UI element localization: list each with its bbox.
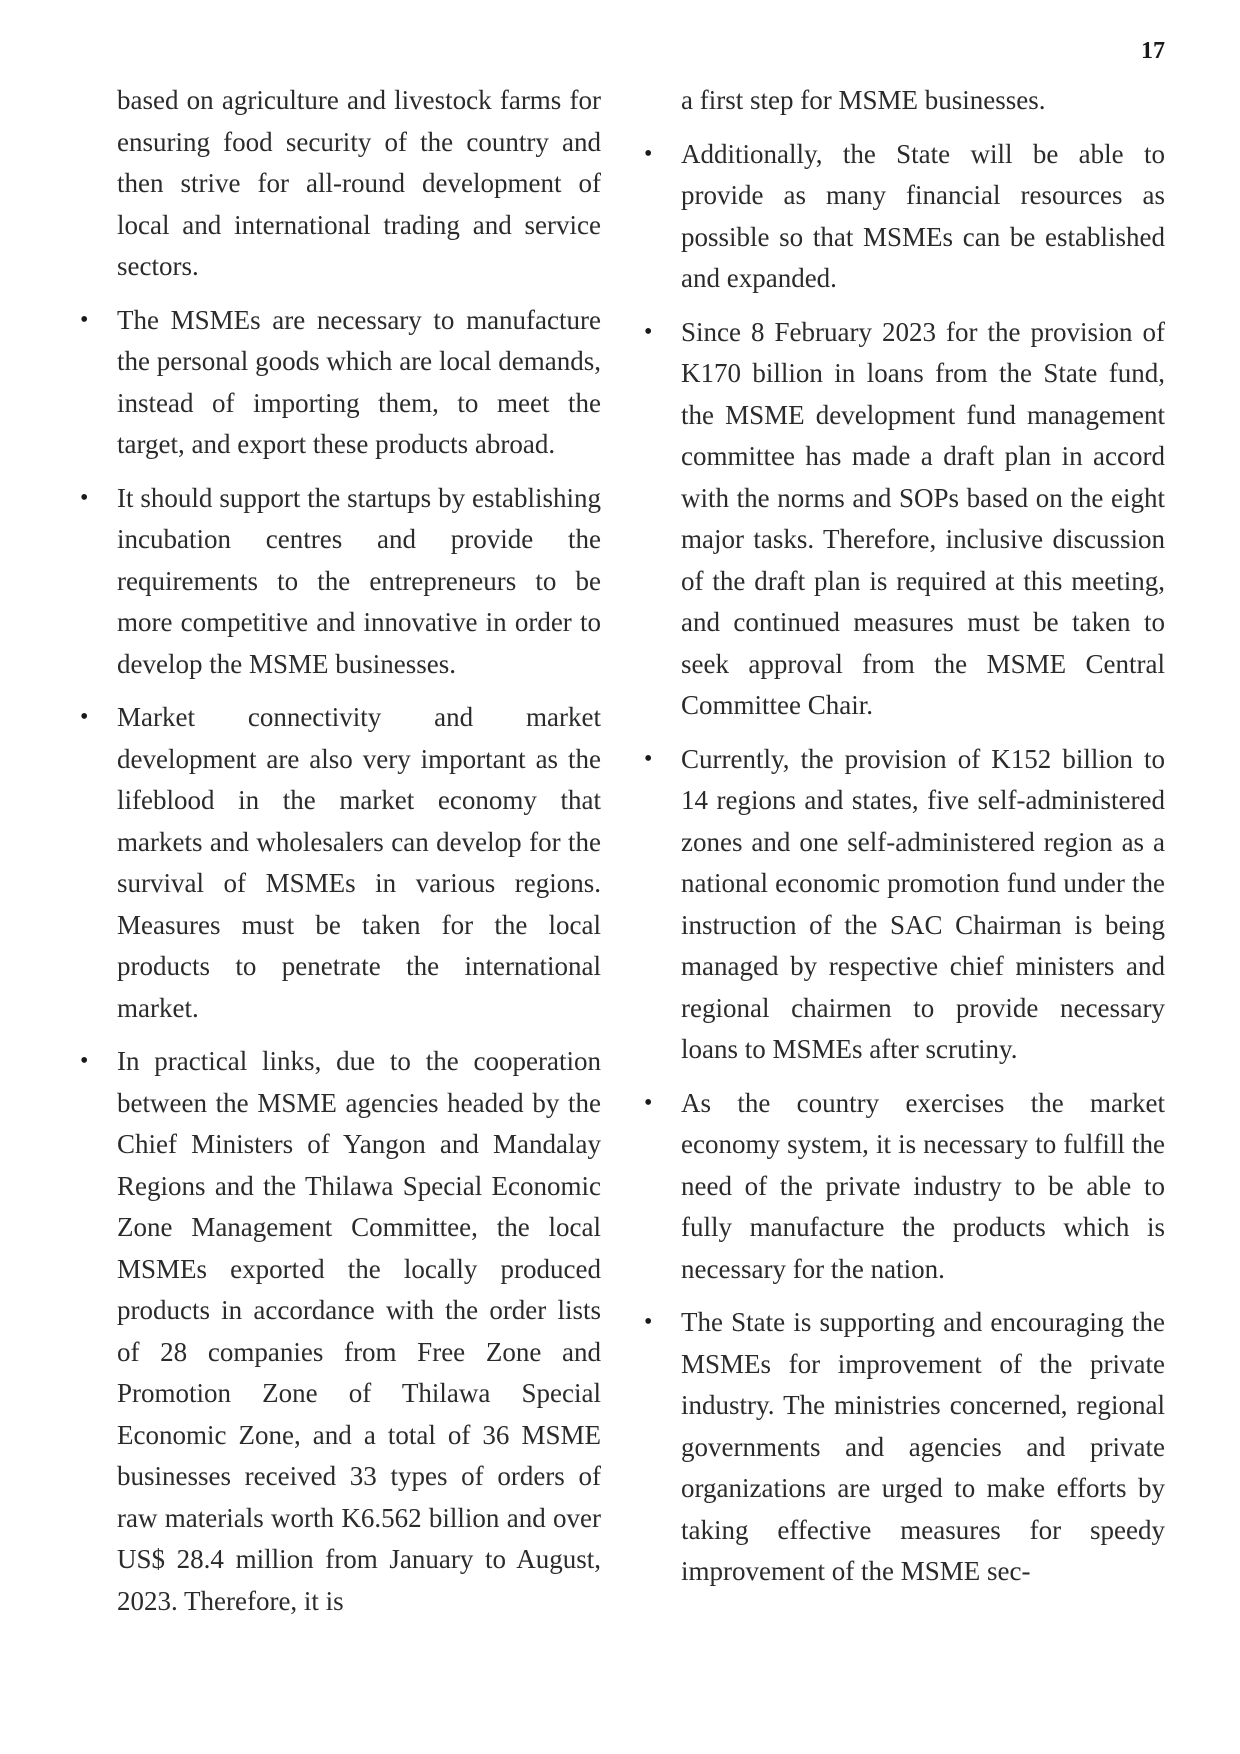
left-intro-paragraph: based on agriculture and livestock farms for ensuring food security of the country and then strive for all-round development of local and international trading and service sectors.: [117, 85, 601, 281]
left-bullet-item: • The MSMEs are necessary to manufacture the personal goods which are local demands, instead of importing them, to meet the target, and export these products abroad.: [117, 300, 601, 466]
right-intro-paragraph: a first step for MSME businesses.: [681, 85, 1046, 115]
right-bullet-item: • Additionally, the State will be able to provide as many financial resources as possible so that MSMEs can be established and expanded.: [681, 134, 1165, 300]
left-bullet-item: • Market connectivity and market development are also very important as the lifeblood in the market economy that markets and wholesalers can develop for the survival of MSMEs in various regions. Measures must be taken for the local products to penetrate the international market.: [117, 697, 601, 1029]
right-column: [681, 80, 1165, 1605]
right-bullet-item: • Currently, the provision of K152 billion to 14 regions and states, five self-administered zones and one self-administered region as a national economic promotion fund under the instruction of the SAC Chairman is being managed by respective chief ministers and regional chairmen to provide necessary loans to MSMEs after scrutiny.: [681, 739, 1165, 1071]
right-bullet-item: • The State is supporting and encouraging the MSMEs for improvement of the private industry. The ministries concerned, regional governments and agencies and private organizations are urged to make efforts by taking effective measures for speedy improvement of the MSME sec-: [681, 1302, 1165, 1593]
left-column: [117, 80, 601, 1634]
page-number: 17: [1141, 38, 1165, 64]
left-bullet-item: • In practical links, due to the cooperation between the MSME agencies headed by the Chief Ministers of Yangon and Mandalay Regions and the Thilawa Special Economic Zone Management Committee, the local MSMEs exported the locally produced products in accordance with the order lists of 28 companies from Free Zone and Promotion Zone of Thilawa Special Economic Zone, and a total of 36 MSME businesses received 33 types of orders of raw materials worth K6.562 billion and over US$ 28.4 million from January to August, 2023. Therefore, it is: [117, 1041, 601, 1622]
right-bullet-item: • As the country exercises the market economy system, it is necessary to fulfill the need of the private industry to be able to fully manufacture the products which is necessary for the nation.: [681, 1083, 1165, 1291]
right-bullet-item: • Since 8 February 2023 for the provision of K170 billion in loans from the State fund, the MSME development fund management committee has made a draft plan in accord with the norms and SOPs based on the eight major tasks. Therefore, inclusive discussion of the draft plan is required at this meeting, and continued measures must be taken to seek approval from the MSME Central Committee Chair.: [681, 312, 1165, 727]
left-bullet-item: • It should support the startups by establishing incubation centres and provide the requirements to the entrepreneurs to be more competitive and innovative in order to develop the MSME businesses.: [117, 478, 601, 686]
